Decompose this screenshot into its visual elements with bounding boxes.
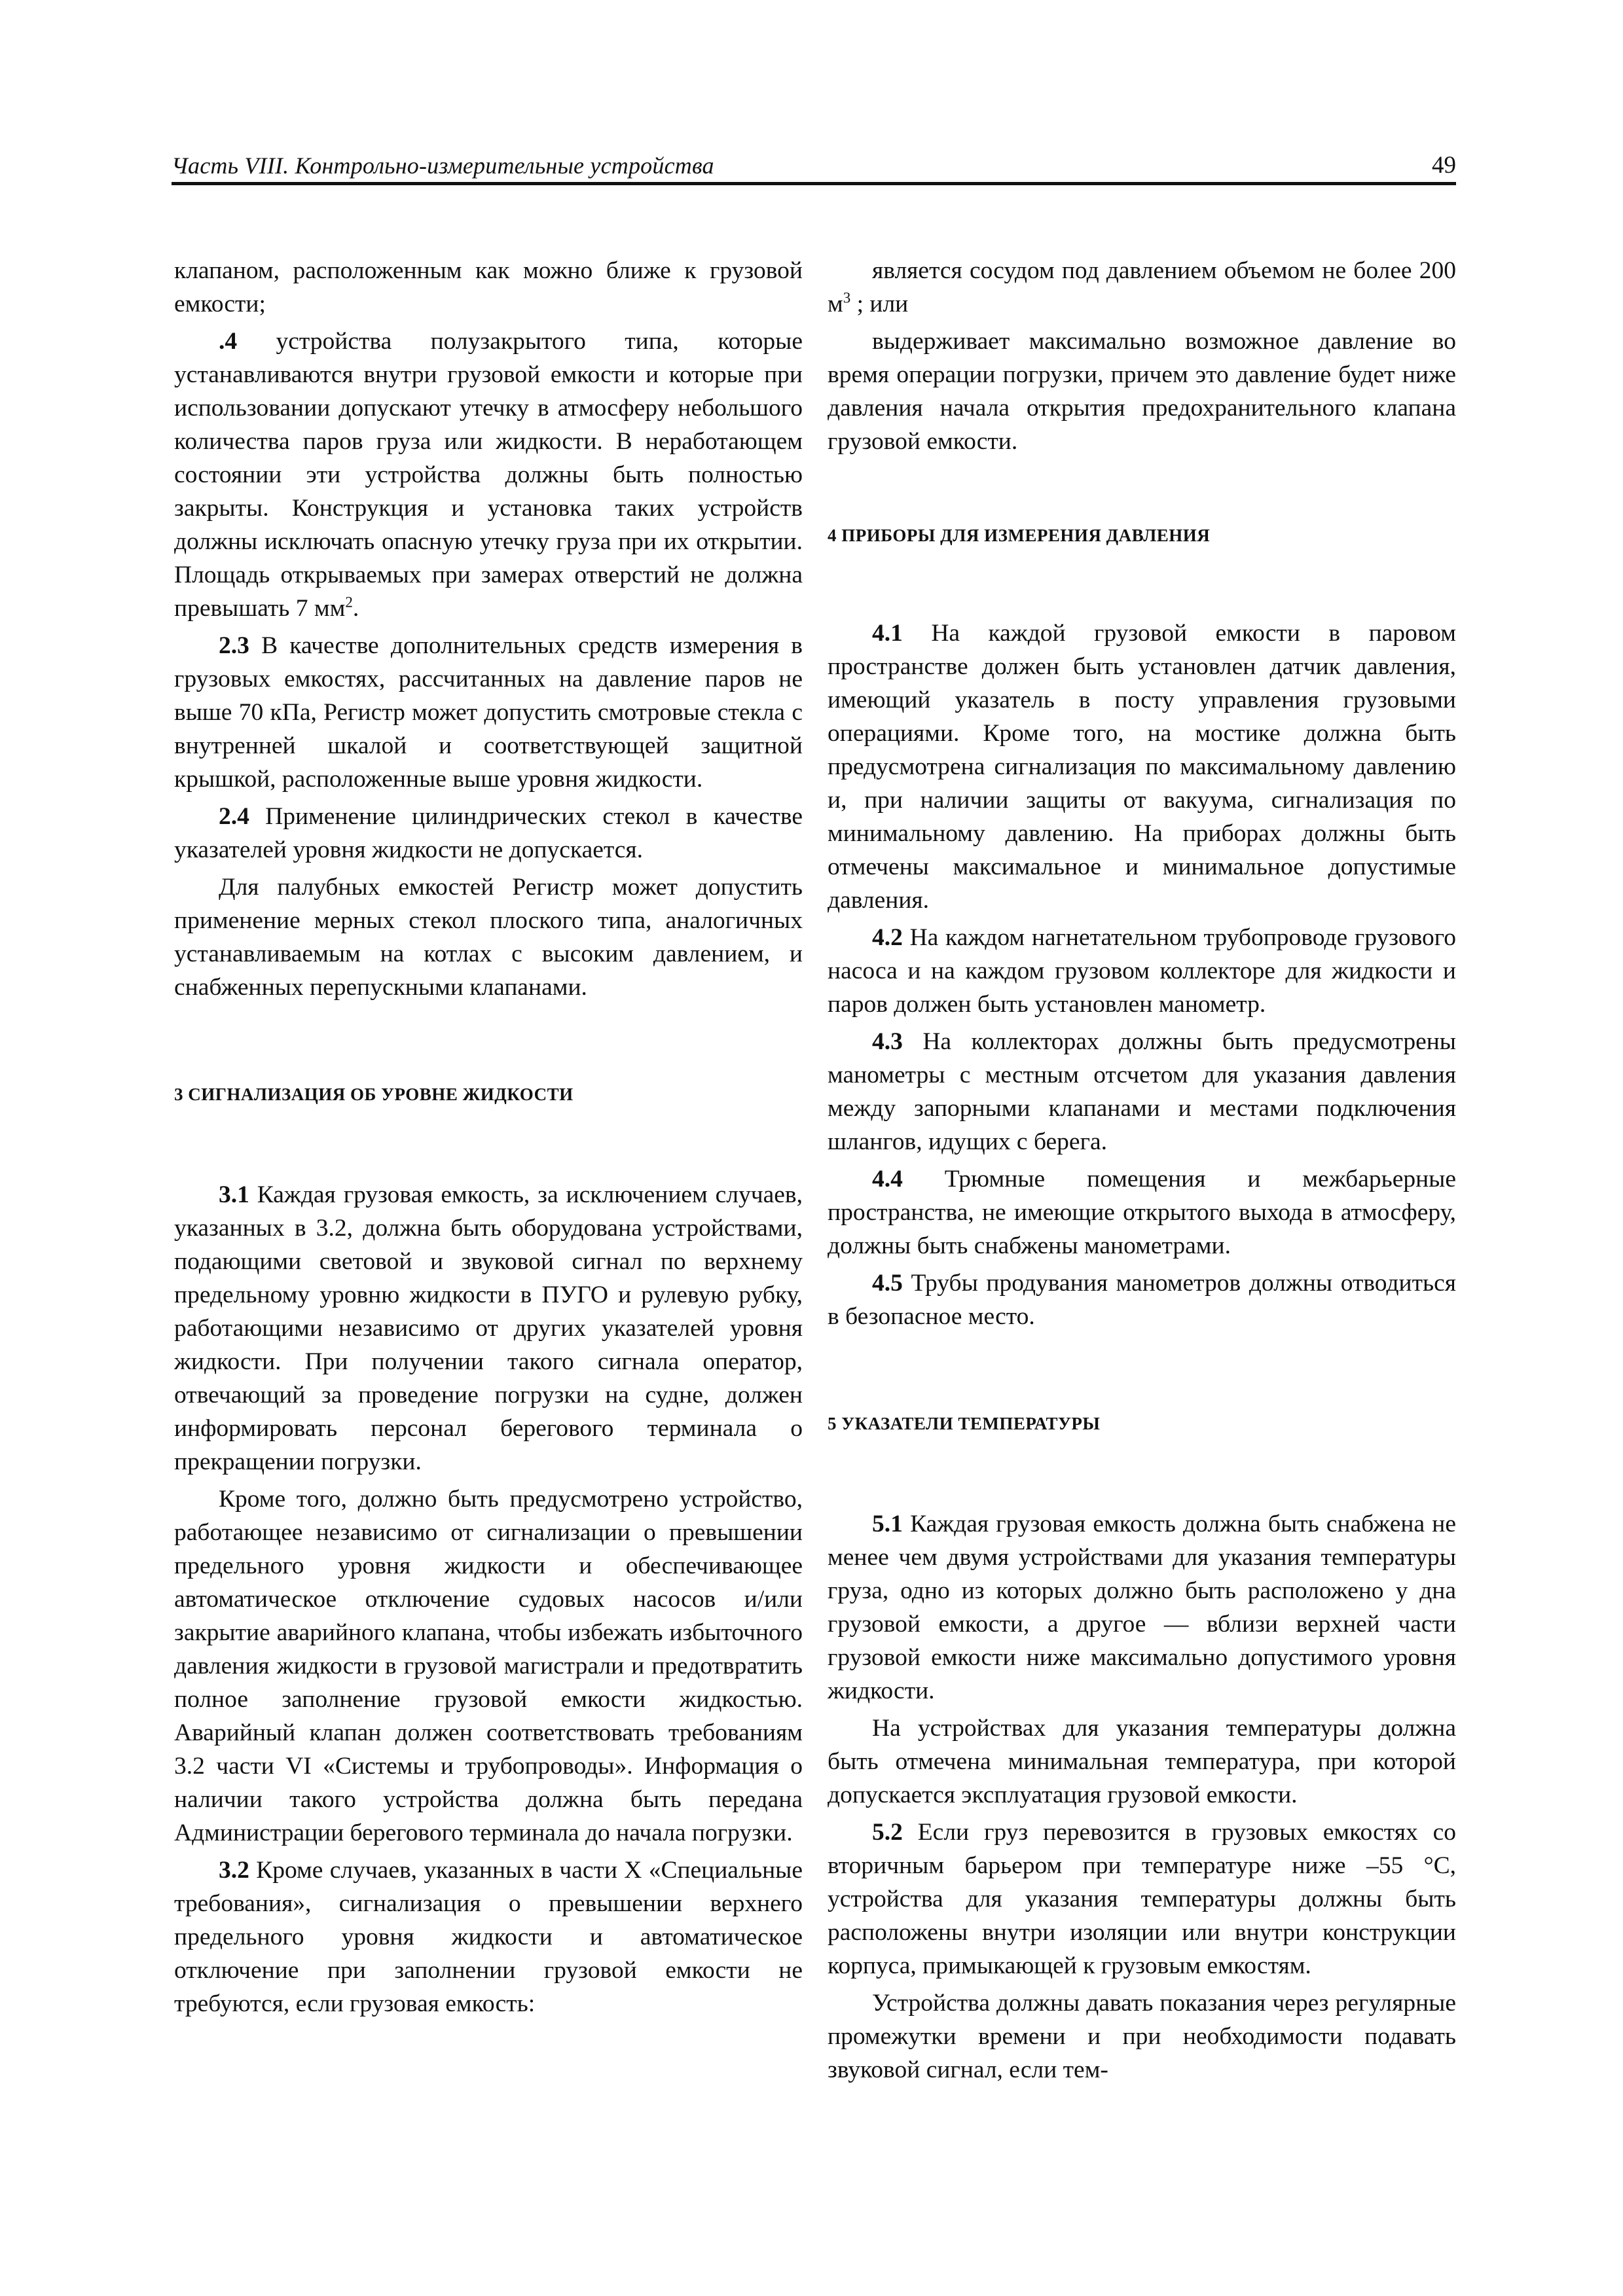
paragraph-text: Если груз перевозится в грузовых емкостях со вторичным барьером при температуре ниже –55 °С, устройства для указания температуры должны быть расположены внутри изоляции или внутри конструкции корпуса, примыкающей к грузовым емкостям.	[828, 1819, 1456, 1979]
paragraph-text: Кроме случаев, указанных в части X «Специальные требования», сигнализация о превышении верхнего предельного уровня жидкости и автоматическое отключение при заполнении грузовой емкости не требуются, если грузовая емкость:	[174, 1857, 803, 2017]
paragraph-text: Применение цилиндрических стекол в качестве указателей уровня жидкости не допускается.	[174, 803, 803, 863]
item-number: 4.4	[872, 1166, 903, 1193]
item-number: 4.2	[872, 924, 903, 951]
paragraph	[174, 800, 803, 867]
paragraph	[828, 325, 1456, 458]
paragraph	[828, 617, 1456, 917]
item-number: 2.3	[219, 632, 249, 659]
paragraph-text: выдерживает максимально возможное давление во время операции погрузки, причем это давление будет ниже давления начала открытия предохранительного клапана грузовой емкости.	[828, 328, 1456, 455]
paragraph	[174, 1178, 803, 1479]
superscript: 3	[843, 289, 851, 306]
left-column	[174, 254, 803, 2024]
paragraph-text: является сосудом под давлением объемом не более 200 м	[828, 257, 1456, 317]
paragraph	[828, 1162, 1456, 1263]
paragraph	[174, 1482, 803, 1850]
paragraph	[174, 629, 803, 796]
section-heading: 5 УКАЗАТЕЛИ ТЕМПЕРАТУРЫ	[828, 1414, 1101, 1433]
paragraph-text: На устройствах для указания температуры должна быть отмечена минимальная температура, при которой допускается эксплуатация грузовой емкости.	[828, 1715, 1456, 1808]
paragraph	[174, 254, 803, 321]
paragraph	[828, 1266, 1456, 1333]
paragraph	[174, 325, 803, 625]
header-title: Часть VIII. Контрольно-измерительные устройства	[172, 152, 714, 179]
paragraph	[828, 1816, 1456, 1982]
item-number: 3.1	[219, 1181, 249, 1208]
running-header	[172, 145, 1456, 185]
paragraph-text-end: .	[352, 595, 359, 622]
page-number: 49	[1432, 152, 1456, 179]
section-heading: 3 СИГНАЛИЗАЦИЯ ОБ УРОВНЕ ЖИДКОСТИ	[174, 1085, 574, 1104]
paragraph-text: Трубы продувания манометров должны отводиться в безопасное место.	[828, 1270, 1456, 1330]
paragraph-text: Каждая грузовая емкость должна быть снабжена не менее чем двумя устройствами для указания температуры груза, одно из которых должно быть расположено у дна грузовой емкости, а другое — вблизи верхней части грузовой емкости ниже максимально допустимого уровня жидкости.	[828, 1511, 1456, 1704]
paragraph-text: клапаном, расположенным как можно ближе к грузовой емкости;	[174, 257, 803, 317]
item-number: 4.5	[872, 1270, 903, 1297]
paragraph-text: На каждой грузовой емкости в паровом пространстве должен быть установлен датчик давления, имеющий указатель в посту управления грузовыми операциями. Кроме того, на мостике должна быть предусмотрена сигнализация по максимальному давлению и, при наличии защиты от вакуума, сигнализация по минимальному давлению. На приборах должны быть отмечены максимальное и минимальное допустимые давления.	[828, 620, 1456, 914]
paragraph	[174, 1854, 803, 2020]
paragraph	[828, 1025, 1456, 1158]
paragraph-text: На коллекторах должны быть предусмотрены манометры с местным отсчетом для указания давления между запорными клапанами и местами подключения шлангов, идущих с берега.	[828, 1028, 1456, 1155]
paragraph	[828, 1712, 1456, 1812]
paragraph-text: В качестве дополнительных средств измерения в грузовых емкостях, рассчитанных на давление паров не выше 70 кПа, Регистр может допустить смотровые стекла с внутренней шкалой и соответствующей защитной крышкой, расположенные выше уровня жидкости.	[174, 632, 803, 793]
item-number: 4.3	[872, 1028, 903, 1055]
paragraph-text-end: ; или	[850, 291, 909, 317]
paragraph	[828, 921, 1456, 1021]
superscript: 2	[345, 594, 353, 611]
section-heading: 4 ПРИБОРЫ ДЛЯ ИЗМЕРЕНИЯ ДАВЛЕНИЯ	[828, 526, 1211, 545]
item-number: .4	[219, 328, 238, 355]
paragraph	[828, 1507, 1456, 1708]
paragraph-text: Трюмные помещения и межбарьерные пространства, не имеющие открытого выхода в атмосферу, должны быть снабжены манометрами.	[828, 1166, 1456, 1259]
paragraph-text: Для палубных емкостей Регистр может допустить применение мерных стекол плоского типа, аналогичных устанавливаемым на котлах с высоким давлением, и снабженных перепускными клапанами.	[174, 874, 803, 1001]
paragraph-text: На каждом нагнетательном трубопроводе грузового насоса и на каждом грузовом коллекторе для жидкости и паров должен быть установлен манометр.	[828, 924, 1456, 1018]
item-number: 4.1	[872, 620, 903, 647]
paragraph	[828, 1986, 1456, 2087]
paragraph	[174, 870, 803, 1004]
right-column	[828, 254, 1456, 2090]
paragraph-text: Кроме того, должно быть предусмотрено устройство, работающее независимо от сигнализации о превышении предельного уровня жидкости и обеспечивающее автоматическое отключение судовых насосов и/или закрытие аварийного клапана, чтобы избежать избыточного давления жидкости в грузовой магистрали и предотвратить полное заполнение грузовой емкости жидкостью. Аварийный клапан должен соответствовать требованиям 3.2 части VI «Системы и трубопроводы». Информация о наличии такого устройства должна быть передана Администрации берегового терминала до начала погрузки.	[174, 1486, 803, 1846]
paragraph-text: Устройства должны давать показания через регулярные промежутки времени и при необходимости подавать звуковой сигнал, если тем-	[828, 1990, 1456, 2083]
paragraph-text: устройства полузакрытого типа, которые устанавливаются внутри грузовой емкости и которые при использовании допускают утечку в атмосферу небольшого количества паров груза или жидкости. В неработающем состоянии эти устройства должны быть полностью закрыты. Конструкция и установка таких устройств должны исключать опасную утечку груза при их открытии. Площадь открываемых при замерах отверстий не должна превышать 7 мм	[174, 328, 803, 622]
paragraph	[828, 254, 1456, 321]
item-number: 5.2	[872, 1819, 903, 1846]
paragraph-text: Каждая грузовая емкость, за исключением случаев, указанных в 3.2, должна быть оборудована устройствами, подающими световой и звуковой сигнал по верхнему предельному уровню жидкости в ПУГО и рулевую рубку, работающими независимо от других указателей уровня жидкости. При получении такого сигнала оператор, отвечающий за проведение погрузки на судне, должен информировать персонал берегового терминала о прекращении погрузки.	[174, 1181, 803, 1475]
item-number: 2.4	[219, 803, 249, 830]
item-number: 3.2	[219, 1857, 249, 1884]
item-number: 5.1	[872, 1511, 903, 1537]
